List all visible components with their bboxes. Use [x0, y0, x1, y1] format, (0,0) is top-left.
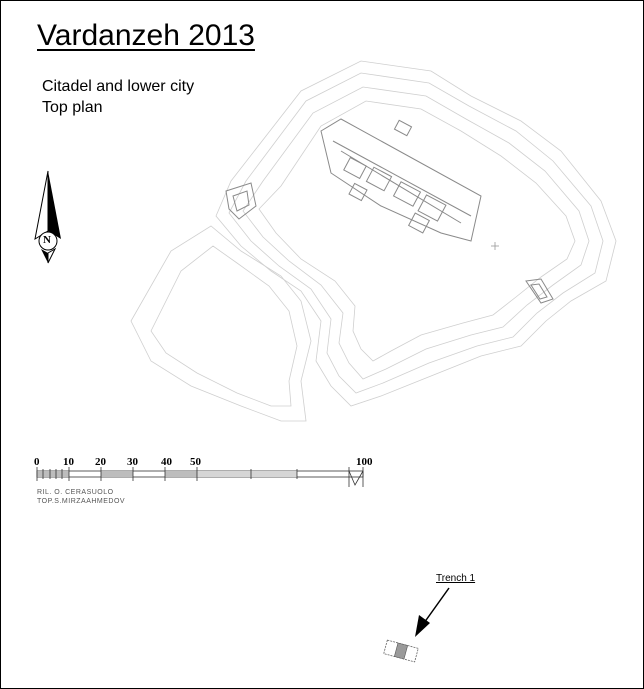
main-building	[321, 119, 481, 241]
subtitle-line-2: Top plan	[42, 99, 103, 116]
contour-lines	[131, 61, 616, 421]
citadel-structures	[226, 119, 553, 303]
trench-1-footprint	[384, 640, 419, 662]
west-gate	[226, 183, 256, 219]
north-label: N	[43, 234, 51, 246]
scale-fill-4	[197, 471, 297, 477]
scale-label-100: 100	[356, 456, 373, 468]
credit-line-2: TOP.S.MIRZAAHMEDOV	[37, 498, 126, 505]
scale-label-40: 40	[161, 456, 172, 468]
scale-label-10: 10	[63, 456, 74, 468]
map-subtitle	[42, 76, 194, 118]
trench-pointer-arrow	[415, 588, 449, 637]
room-5	[349, 183, 367, 200]
scale-label-50: 50	[190, 456, 201, 468]
room-1	[344, 158, 366, 179]
scale-fill-2	[101, 471, 133, 477]
contour-2	[229, 73, 603, 393]
trench-label: Trench 1	[436, 573, 476, 584]
subtitle-line-1: Citadel and lower city	[42, 78, 195, 95]
tower-north	[394, 120, 411, 135]
scale-fill-3	[165, 471, 197, 477]
scale-fill-1	[37, 471, 69, 477]
scale-label-0: 0	[34, 456, 40, 468]
lower-city-contour	[151, 246, 297, 406]
credit-line-1: RIL. O. CERASUOLO	[37, 489, 114, 496]
east-gate	[526, 279, 553, 303]
lower-city-outline	[131, 226, 311, 421]
survey-credits	[37, 488, 125, 506]
scale-label-20: 20	[95, 456, 106, 468]
benchmark-icon	[491, 242, 499, 250]
north-arrow-icon	[35, 171, 61, 263]
map-title: Vardanzeh 2013	[37, 19, 255, 52]
scale-label-30: 30	[127, 456, 138, 468]
scale-bar	[37, 467, 363, 487]
